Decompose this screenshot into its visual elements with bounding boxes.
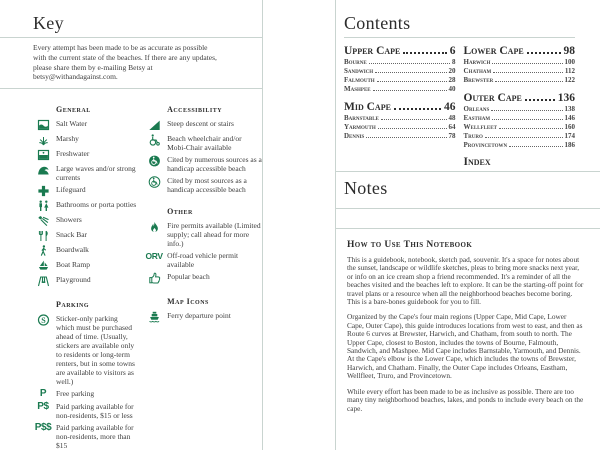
dot-leader <box>527 52 561 54</box>
key-item <box>147 251 262 269</box>
dot-leader <box>492 119 562 120</box>
key-item-label: Beach wheelchair and/or Mobi-Chair available <box>167 134 242 153</box>
key-item <box>147 134 262 152</box>
toc-town-entry-page-number: 78 <box>448 132 456 140</box>
key-item-label: Snack Bar <box>56 230 88 240</box>
toc-town-entry-label: Mashpee <box>344 85 371 93</box>
dot-leader <box>491 110 562 111</box>
toc-region-entry <box>344 44 456 58</box>
key-section-other <box>147 207 262 284</box>
key-intro-text: Every attempt has been made to be as accurate as possible with the current state of the beaches. If there are any updates, please share them by e-mailing Betsy at betsy@withandagainst.com. <box>33 43 217 82</box>
toc-town-entry <box>344 67 456 76</box>
toc-town-entry-label: Yarmouth <box>344 123 376 131</box>
divider-line <box>0 88 262 89</box>
notes-page-title: Notes <box>344 178 388 198</box>
key-item-label: Cited by most sources as a handicap accessible beach <box>167 176 247 195</box>
toc-region-entry <box>464 44 576 58</box>
key-item <box>36 134 137 146</box>
contents-page <box>335 0 600 450</box>
key-item-label: Free parking <box>56 389 95 399</box>
key-item <box>36 215 137 227</box>
toc-column <box>344 44 456 168</box>
key-item-label: Boardwalk <box>56 245 89 255</box>
toc-region-entry <box>464 91 576 105</box>
toc-town-entry-page-number: 48 <box>448 114 456 122</box>
dot-leader <box>403 52 446 54</box>
dot-leader <box>394 108 441 110</box>
key-section-heading: Parking <box>56 300 90 310</box>
toc-town-entry-label: Dennis <box>344 132 365 140</box>
steep-descent-icon <box>147 119 161 131</box>
toc-town-entry <box>464 114 576 123</box>
contents-page-title: Contents <box>344 13 411 33</box>
toc-town-entry <box>344 58 456 67</box>
key-legend <box>36 105 262 450</box>
toc-index-entry: Index <box>463 156 491 168</box>
dot-leader <box>366 137 446 138</box>
toc-town-entry <box>464 105 576 114</box>
key-item-label: Salt Water <box>56 119 88 129</box>
key-item <box>36 200 137 212</box>
dot-leader <box>375 72 446 73</box>
key-item-label: Playground <box>56 275 91 285</box>
key-item-label: Paid parking available for non-residents, more than $15 <box>56 423 134 450</box>
beach-wheelchair-icon <box>147 134 161 146</box>
boardwalk-icon <box>36 245 50 257</box>
toc-region-entry-label: Mid Cape <box>344 101 391 113</box>
notes-paragraph: Organized by the Cape's four main regions (Upper Cape, Mid Cape, Lower Cape, Outer Cape), this guide introduces locations from west to east, and then as Route 6 curves at Brewster, Harwich, and Chatham, from south to north. The Upper Cape, closest to Boston, includes the towns of Bourne, Falmouth, Sandwich, and Mashpee. Mid Cape includes Barnstable, Yarmouth, and Dennis. At the Cape's elbow is the Lower Cape, which includes the towns of Brewster, Harwich, and Chatham. Finally, the Outer Cape includes Orleans, Eastham, Wellfleet, Truro, and Provincetown. <box>347 312 583 381</box>
ferry-icon <box>147 311 161 323</box>
dot-leader <box>378 128 447 129</box>
dot-leader <box>485 137 563 138</box>
how-to-heading: How to Use This Notebook <box>347 240 473 250</box>
free-parking-icon: P <box>39 388 47 400</box>
toc-town-entry-label: Chatham <box>463 67 492 75</box>
key-column <box>36 105 137 450</box>
orv-icon: ORV <box>145 251 163 262</box>
key-item <box>147 155 262 173</box>
contents-block <box>336 0 600 168</box>
notes-paragraph: This is a guidebook, notebook, sketch pad, souvenir. It's a space for notes about the sunset, landscape or wildlife sketches, pleas to bring more snacks next year, or info on an ice cream shop a friend recommended. It's a reminder of all the beaches visited and the beaches left to explore. It can be the starting-off point for travel plans or a resource when all the neighborhood beaches become boring. This is a bare-bones guidebook for you to fill. <box>347 255 584 307</box>
key-item <box>36 402 137 420</box>
paid-parking-plus-icon: P$$ <box>34 422 52 434</box>
toc-town-entry <box>464 67 576 76</box>
how-to-section <box>347 240 584 420</box>
key-item <box>147 176 262 194</box>
toc-town-entry-label: Wellfleet <box>463 123 497 131</box>
key-item <box>36 389 137 399</box>
toc-town-entry-label: Harwich <box>463 58 491 66</box>
salt-water-icon <box>36 119 50 131</box>
key-item <box>36 149 137 161</box>
toc-column <box>464 44 576 168</box>
fire-permit-icon <box>147 221 161 233</box>
key-section-parking <box>36 300 137 450</box>
dot-leader <box>499 128 563 129</box>
toc-town-entry-label: Brewster <box>463 76 494 84</box>
key-section-map-icons <box>147 297 262 323</box>
divider-line <box>344 37 575 38</box>
how-to-body <box>347 256 584 413</box>
toc-town-entry <box>344 123 456 132</box>
key-item <box>147 221 262 248</box>
key-item <box>36 423 137 450</box>
marshy-icon <box>36 134 50 146</box>
key-item <box>36 245 137 257</box>
divider-line <box>336 171 600 172</box>
toc-town-entry-label: Falmouth <box>344 76 375 84</box>
toc-town-entry-page-number: 40 <box>448 85 456 93</box>
key-item-label: Boat Ramp <box>56 260 90 270</box>
key-column <box>147 105 262 450</box>
key-item <box>36 164 137 182</box>
key-item-label: Freshwater <box>56 149 90 159</box>
toc-town-entry <box>344 132 456 141</box>
boat-ramp-icon <box>36 260 50 272</box>
toc-town-entry-page-number: 146 <box>564 114 575 122</box>
key-item <box>36 275 137 287</box>
toc-town-entry-page-number: 160 <box>564 123 575 131</box>
toc-town-entry-page-number: 186 <box>564 141 575 149</box>
key-item <box>36 185 137 197</box>
key-item <box>147 311 262 323</box>
accessible-numerous-icon <box>147 155 161 167</box>
toc-region-entry-label: Outer Cape <box>463 92 522 104</box>
dot-leader <box>495 81 562 82</box>
toc-town-entry <box>464 76 576 85</box>
toc-town-entry-page-number: 20 <box>448 67 456 75</box>
toc-town-entry-label: Orleans <box>463 105 490 113</box>
dot-leader <box>377 81 447 82</box>
table-of-contents <box>344 44 575 168</box>
divider-line <box>336 228 600 229</box>
key-item <box>36 314 137 386</box>
freshwater-icon <box>36 149 50 161</box>
toc-town-entry-page-number: 138 <box>564 105 575 113</box>
toc-town-entry-label: Provincetown <box>463 141 508 149</box>
toc-town-entry-label: Truro <box>463 132 483 140</box>
popular-beach-icon <box>147 272 161 284</box>
playground-icon <box>36 275 50 287</box>
toc-town-entry <box>464 58 576 67</box>
toc-town-entry-label: Sandwich <box>344 67 374 75</box>
key-item <box>36 260 137 272</box>
toc-region-entry-label: Lower Cape <box>463 45 524 57</box>
toc-town-entry-page-number: 112 <box>564 67 575 75</box>
key-item-label: Large waves and/or strong currents <box>56 164 136 183</box>
key-section-general <box>36 105 137 287</box>
key-item <box>36 119 137 131</box>
notes-paragraph: While every effort has been made to be as inclusive as possible. There are too many tiny neighborhood beaches, lakes, and ponds to include every beach on the cape. <box>347 386 584 413</box>
toc-town-entry-label: Eastham <box>463 114 491 122</box>
key-item <box>36 230 137 242</box>
dot-leader <box>373 90 447 91</box>
toc-town-entry <box>464 132 576 141</box>
key-item <box>147 272 262 284</box>
key-page <box>0 0 263 450</box>
divider-line <box>0 37 262 38</box>
key-section-accessibility <box>147 105 262 194</box>
key-item-label: Paid parking available for non-residents, $15 or less <box>56 402 134 421</box>
toc-town-entry-label: Bourne <box>344 58 367 66</box>
toc-town-entry <box>464 141 576 150</box>
key-item-label: Showers <box>56 215 82 225</box>
toc-town-entry-page-number: 28 <box>448 76 456 84</box>
key-item-label: Fire permits available (Limited supply; call ahead for more info.) <box>167 221 261 249</box>
dot-leader <box>492 63 562 64</box>
toc-town-entry-page-number: 122 <box>564 76 575 84</box>
showers-icon <box>36 215 50 227</box>
divider-line <box>336 208 600 209</box>
toc-region-entry-page-number: 136 <box>557 92 575 104</box>
key-item-label: Off-road vehicle permit available <box>167 251 239 270</box>
toc-town-entry <box>344 76 456 85</box>
toc-region-entry-page-number: 46 <box>444 101 456 113</box>
dot-leader <box>381 119 447 120</box>
lifeguard-icon <box>36 185 50 197</box>
toc-town-entry-page-number: 174 <box>564 132 575 140</box>
key-section-heading: Map Icons <box>167 297 209 307</box>
toc-region-entry-page-number: 6 <box>449 45 456 57</box>
snack-bar-icon <box>36 230 50 242</box>
key-item-label: Bathrooms or porta potties <box>56 200 137 210</box>
accessible-most-icon <box>147 176 161 188</box>
toc-region-entry <box>344 100 456 114</box>
key-item-label: Sticker-only parking which must be purchased ahead of time. (Usually, stickers are available only to residents or long-term renters, but in some towns are available to visitors as well.) <box>56 314 135 387</box>
paid-parking-icon: P$ <box>37 401 49 413</box>
key-item <box>147 119 262 131</box>
svg-text:S: S <box>40 315 46 325</box>
key-section-heading: Other <box>167 207 193 217</box>
toc-region-entry-page-number: 98 <box>563 45 575 57</box>
dot-leader <box>369 63 450 64</box>
key-section-heading: General <box>56 105 91 115</box>
toc-town-entry <box>464 123 576 132</box>
dot-leader <box>493 72 563 73</box>
toc-group-lower-cape <box>464 44 576 85</box>
toc-town-entry <box>344 114 456 123</box>
toc-town-entry-page-number: 8 <box>452 58 456 66</box>
key-item-label: Marshy <box>56 134 79 144</box>
key-item-label: Cited by numerous sources as a handicap accessible beach <box>167 155 262 174</box>
toc-group-mid-cape <box>344 100 456 141</box>
toc-town-entry-label: Barnstable <box>344 114 379 122</box>
sticker-parking-icon <box>36 314 50 326</box>
toc-town-entry <box>344 85 456 94</box>
toc-town-entry-page-number: 100 <box>564 58 575 66</box>
toc-region-entry-label: Upper Cape <box>344 45 401 57</box>
key-item-label: Lifeguard <box>56 185 86 195</box>
dot-leader <box>509 146 562 147</box>
key-item-label: Steep descent or stairs <box>167 119 234 129</box>
toc-town-entry-page-number: 64 <box>448 123 456 131</box>
key-item-label: Ferry departure point <box>167 311 231 321</box>
key-page-title: Key <box>33 13 64 33</box>
toc-group-outer-cape <box>464 91 576 150</box>
bathrooms-icon <box>36 200 50 212</box>
toc-group-upper-cape <box>344 44 456 94</box>
dot-leader <box>525 99 555 101</box>
key-section-heading: Accessibility <box>167 105 223 115</box>
key-item-label: Popular beach <box>167 272 210 282</box>
large-waves-icon <box>36 164 50 176</box>
